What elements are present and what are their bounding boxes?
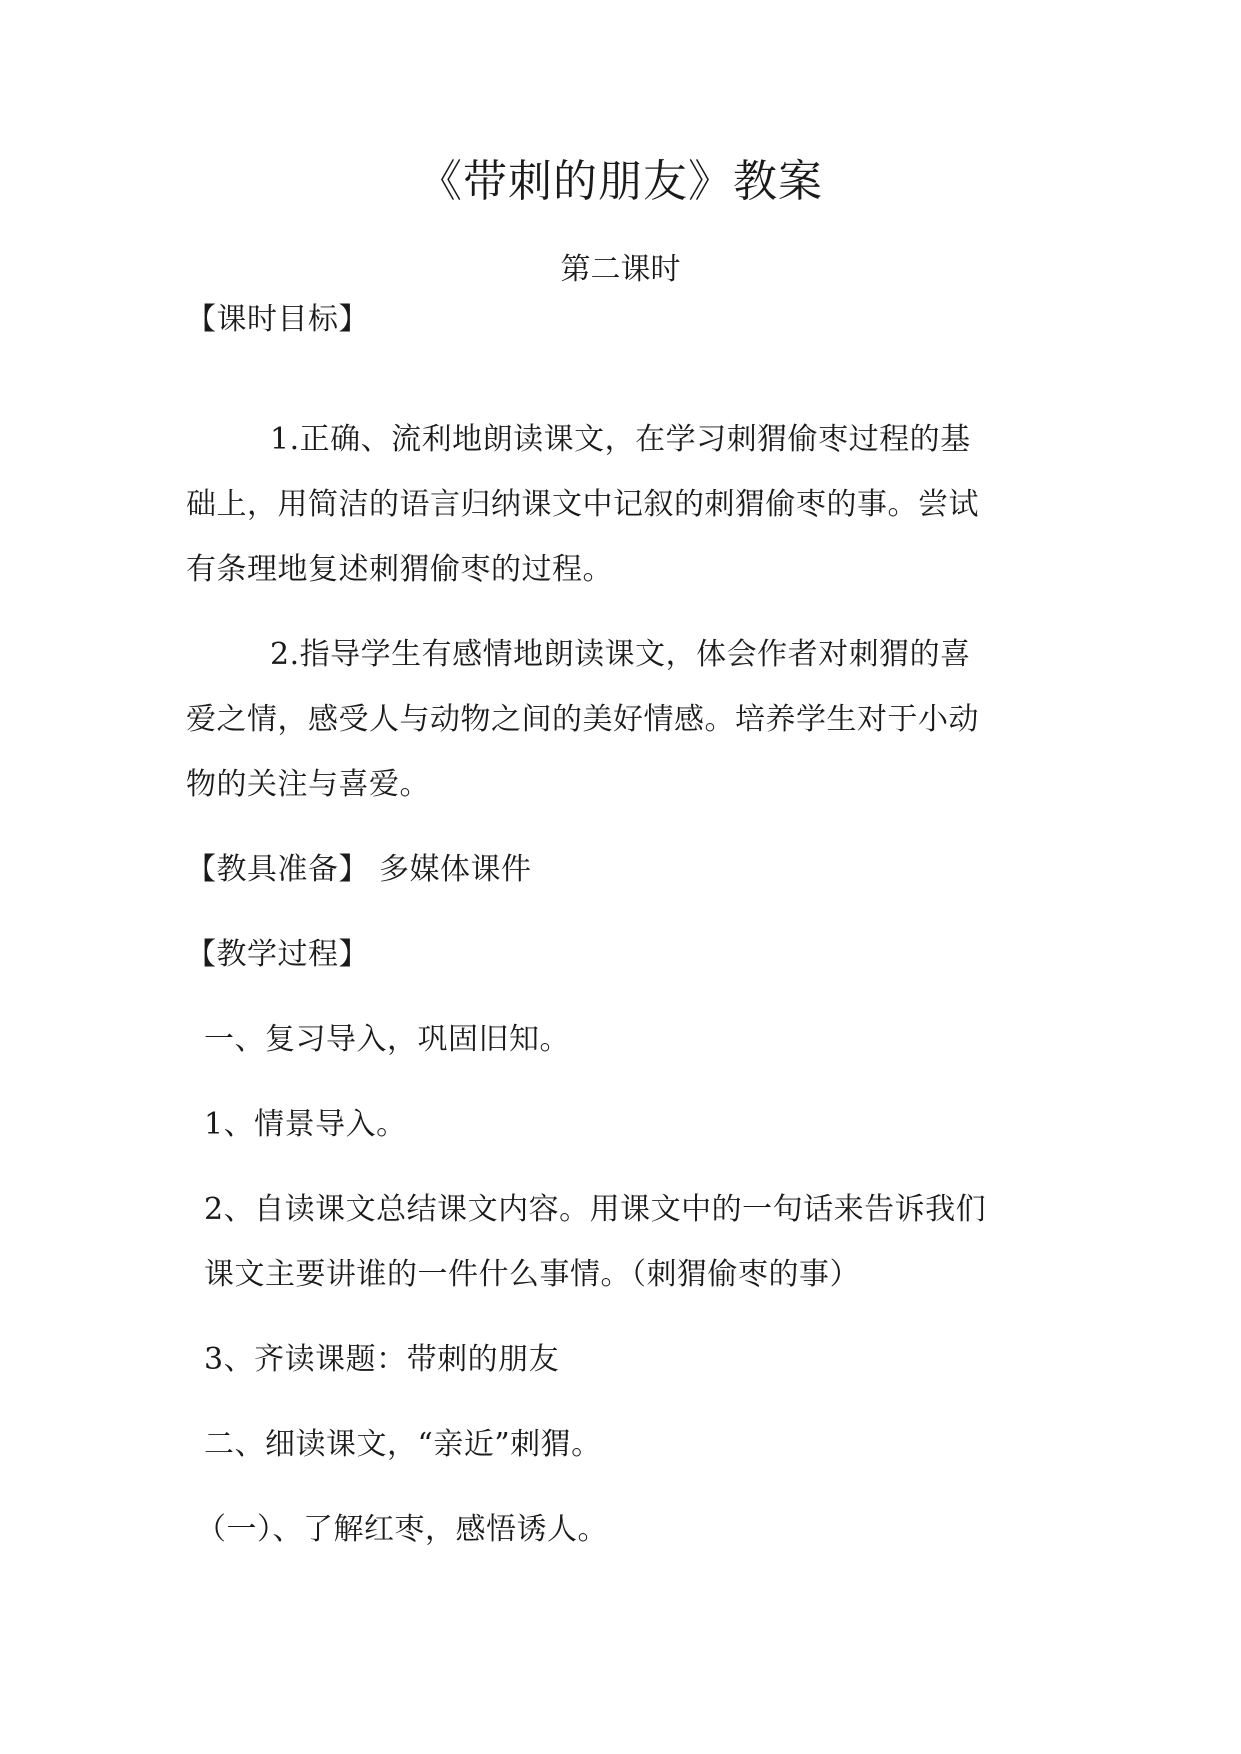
step-3: 3、齐读课题：带刺的朋友 xyxy=(204,1342,560,1377)
document-title: 《带刺的朋友》教案 xyxy=(418,156,823,207)
section-1-heading: 一、复习导入，巩固旧知。 xyxy=(204,1022,570,1057)
section-2-heading: 二、细读课文，“亲近”刺猬。 xyxy=(204,1427,602,1462)
objectives-heading: 【课时目标】 xyxy=(186,302,369,337)
objective-1-line-1: 1.正确、流利地朗读课文，在学习刺猬偷枣过程的基 xyxy=(270,422,971,457)
objective-1-line-2: 础上，用简洁的语言归纳课文中记叙的刺猬偷枣的事。尝试 xyxy=(186,487,979,522)
process-heading: 【教学过程】 xyxy=(186,937,369,972)
lesson-subtitle: 第二课时 xyxy=(560,252,681,287)
objective-2-line-2: 爱之情，感受人与动物之间的美好情感。培养学生对于小动 xyxy=(186,702,979,737)
objective-2-line-1: 2.指导学生有感情地朗读课文，体会作者对刺猬的喜 xyxy=(270,637,971,672)
step-1: 1、情景导入。 xyxy=(204,1107,407,1142)
objective-1-line-3: 有条理地复述刺猬偷枣的过程。 xyxy=(186,552,613,587)
step-2-line-2: 课文主要讲谁的一件什么事情。（刺猬偷枣的事） xyxy=(204,1257,860,1292)
materials-line: 【教具准备】 多媒体课件 xyxy=(186,852,532,887)
objective-2-line-3: 物的关注与喜爱。 xyxy=(186,767,430,802)
step-2-line-1: 2、自读课文总结课文内容。用课文中的一句话来告诉我们 xyxy=(204,1192,987,1227)
subsection-1-heading: （一）、了解红枣，感悟诱人。 xyxy=(196,1512,608,1547)
